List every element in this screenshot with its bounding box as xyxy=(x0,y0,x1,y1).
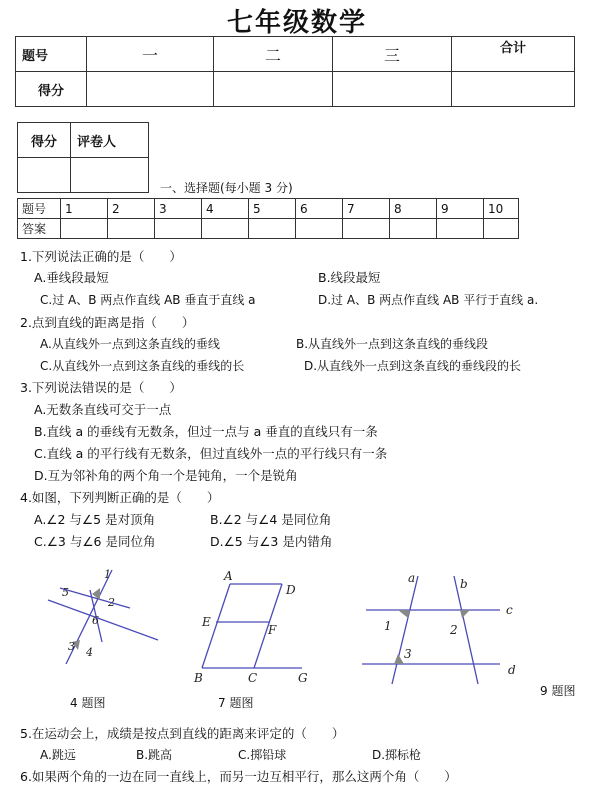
answer-cell[interactable] xyxy=(296,219,343,239)
answer-cell[interactable] xyxy=(61,219,108,239)
q3-option-a: A.无数条直线可交于一点 xyxy=(34,402,172,417)
answer-number-row xyxy=(18,199,519,219)
q2-option-d: D.从直线外一点到这条直线的垂线段的长 xyxy=(304,359,522,373)
q1-option-a: A.垂线段最短 xyxy=(34,270,109,285)
score-cell-3[interactable] xyxy=(333,72,452,107)
answer-cell[interactable] xyxy=(484,219,519,239)
score-row1-label: 题号 xyxy=(16,37,87,72)
figure-9 xyxy=(360,568,530,686)
question-5-stem: 5.在运动会上，成绩是按点到直线的距离来评定的（ ） xyxy=(20,726,345,741)
score-row2-label: 得分 xyxy=(16,72,87,107)
fig4-label: 6 xyxy=(92,614,99,627)
question-3-stem: 3.下列说法错误的是（ ） xyxy=(20,380,182,395)
q2-option-c: C.从直线外一点到这条直线的垂线的长 xyxy=(40,359,245,373)
grader-box xyxy=(17,122,149,193)
answer-cell[interactable] xyxy=(343,219,390,239)
answer-cell[interactable] xyxy=(249,219,296,239)
fig9-label: 1 xyxy=(384,619,392,633)
question-6-stem: 6.如果两个角的一边在同一直线上，而另一边互相平行，那么这两个角（ ） xyxy=(20,769,457,784)
q4-option-c: C.∠3 与∠6 是同位角 xyxy=(34,534,156,549)
answer-row2-label: 答案 xyxy=(18,219,61,239)
figure-7 xyxy=(190,568,320,686)
score-col-1: 一 xyxy=(87,37,214,72)
score-cell-1[interactable] xyxy=(87,72,214,107)
figure-7-caption: 7 题图 xyxy=(218,696,254,710)
fig7-label: E xyxy=(202,615,211,629)
answer-table xyxy=(17,198,519,239)
score-col-2: 二 xyxy=(214,37,333,72)
answer-num: 1 xyxy=(61,199,108,219)
score-cell-2[interactable] xyxy=(214,72,333,107)
answer-cell[interactable] xyxy=(155,219,202,239)
answer-num: 9 xyxy=(437,199,484,219)
grader-score-cell[interactable] xyxy=(18,158,71,193)
fig9-label: c xyxy=(506,603,513,617)
section-heading: 一、选择题(每小题 3 分) xyxy=(160,181,293,195)
q3-option-b: B.直线 a 的垂线有无数条，但过一点与 a 垂直的直线只有一条 xyxy=(34,424,378,439)
fig9-label: 3 xyxy=(404,647,412,661)
question-4-stem: 4.如图，下列判断正确的是（ ） xyxy=(20,490,220,505)
answer-cell[interactable] xyxy=(390,219,437,239)
q5-option-b: B.跳高 xyxy=(136,748,173,762)
q4-option-b: B.∠2 与∠4 是同位角 xyxy=(210,512,332,527)
fig9-label: a xyxy=(408,571,416,585)
q4-option-d: D.∠5 与∠3 是内错角 xyxy=(210,534,333,549)
fig9-label: b xyxy=(460,577,468,591)
answer-num: 6 xyxy=(296,199,343,219)
fig4-label: 1 xyxy=(104,568,111,581)
question-2-stem: 2.点到直线的距离是指（ ） xyxy=(20,315,195,330)
score-header-row xyxy=(16,37,575,72)
q3-option-c: C.直线 a 的平行线有无数条，但过直线外一点的平行线只有一条 xyxy=(34,446,388,461)
score-cell-total[interactable] xyxy=(452,72,575,107)
answer-cell[interactable] xyxy=(437,219,484,239)
fig4-label: 2 xyxy=(108,596,115,609)
fig7-label: A xyxy=(224,569,233,583)
q1-option-c: C.过 A、B 两点作直线 AB 垂直于直线 a xyxy=(40,293,256,307)
q5-option-c: C.掷铅球 xyxy=(238,748,287,762)
score-col-3: 三 xyxy=(333,37,452,72)
q5-option-a: A.跳远 xyxy=(40,748,76,762)
fig9-label: 2 xyxy=(450,623,458,637)
answer-num: 4 xyxy=(202,199,249,219)
figure-9-caption: 9 题图 xyxy=(540,684,576,698)
q3-option-d: D.互为邻补角的两个角一个是钝角，一个是锐角 xyxy=(34,468,298,483)
fig4-label: 3 xyxy=(68,640,75,653)
answer-num: 3 xyxy=(155,199,202,219)
score-value-row xyxy=(16,72,575,107)
grader-score-label: 得分 xyxy=(18,123,71,158)
fig7-label: G xyxy=(298,671,308,685)
question-1-stem: 1.下列说法正确的是（ ） xyxy=(20,249,182,264)
score-col-total: 合计 xyxy=(452,37,575,72)
q1-option-b: B.线段最短 xyxy=(318,270,381,285)
q2-option-b: B.从直线外一点到这条直线的垂线段 xyxy=(296,337,489,351)
q5-option-d: D.掷标枪 xyxy=(372,748,422,762)
answer-num: 8 xyxy=(390,199,437,219)
q4-option-a: A.∠2 与∠5 是对顶角 xyxy=(34,512,156,527)
figure-4-caption: 4 题图 xyxy=(70,696,106,710)
fig7-label: F xyxy=(268,623,277,637)
answer-num: 2 xyxy=(108,199,155,219)
answer-row1-label: 题号 xyxy=(18,199,61,219)
q2-option-a: A.从直线外一点到这条直线的垂线 xyxy=(40,337,220,351)
fig4-label: 4 xyxy=(86,646,93,659)
answer-blank-row xyxy=(18,219,519,239)
answer-cell[interactable] xyxy=(202,219,249,239)
answer-num: 7 xyxy=(343,199,390,219)
fig7-label: C xyxy=(248,671,258,685)
score-table xyxy=(15,36,575,107)
fig7-label: D xyxy=(286,583,296,597)
fig7-label: B xyxy=(194,671,203,685)
fig9-label: d xyxy=(508,663,516,677)
grader-name-cell[interactable] xyxy=(71,158,149,193)
fig4-label: 5 xyxy=(62,586,69,599)
q1-option-d: D.过 A、B 两点作直线 AB 平行于直线 a. xyxy=(318,293,539,307)
answer-num: 5 xyxy=(249,199,296,219)
figure-4 xyxy=(30,560,170,670)
page-title: 七年级数学 xyxy=(226,8,367,38)
grader-name-label: 评卷人 xyxy=(71,123,149,158)
answer-cell[interactable] xyxy=(108,219,155,239)
answer-num: 10 xyxy=(484,199,519,219)
